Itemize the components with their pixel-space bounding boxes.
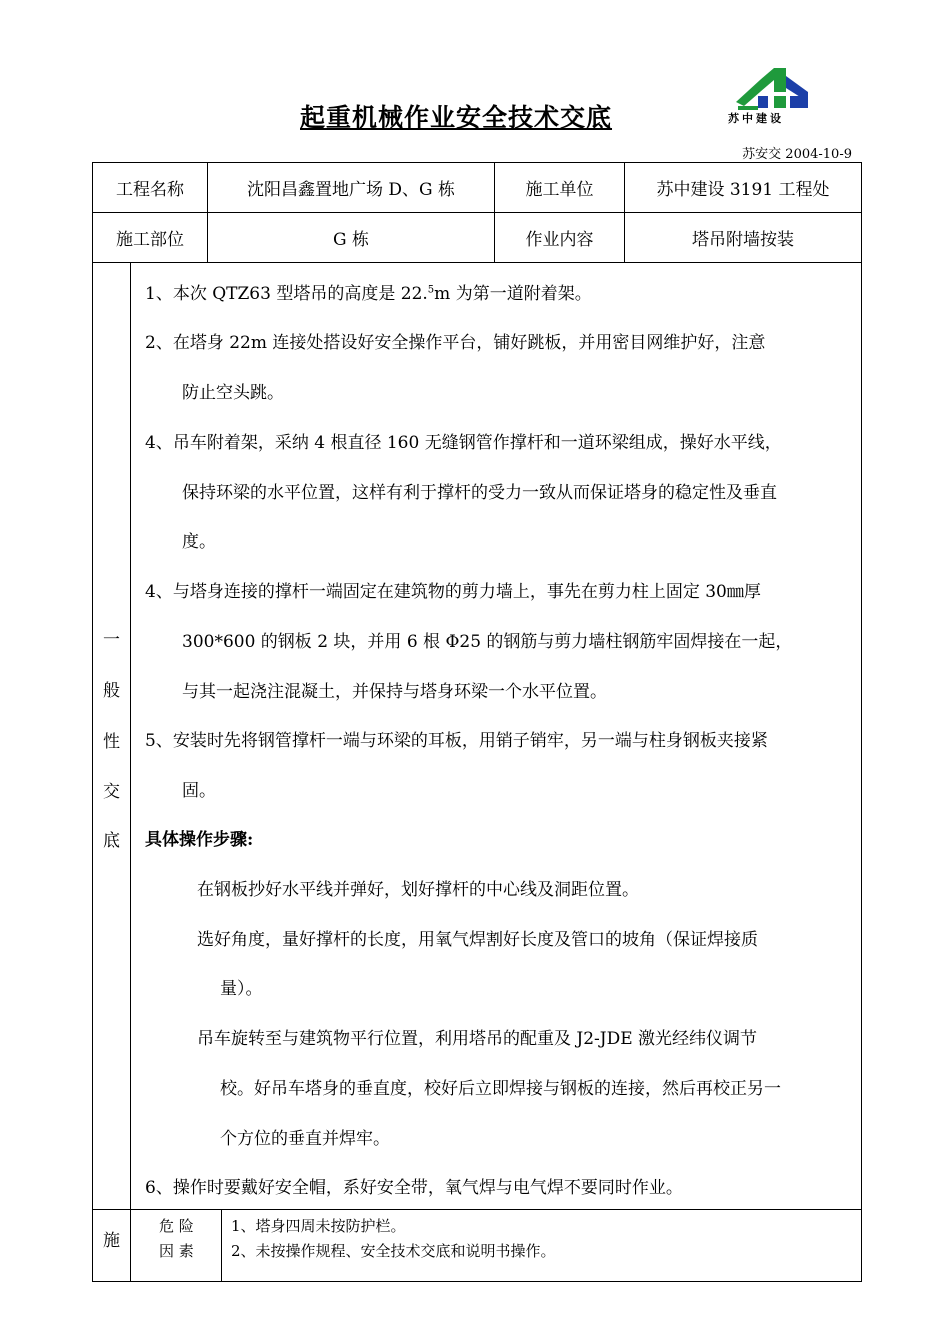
side-label-char: 底 (103, 831, 120, 851)
side-label-char: 交 (103, 782, 120, 802)
item-4a-cont: 度。 (182, 532, 216, 552)
logo-text: 苏中建设 (728, 112, 784, 125)
work-value: 塔吊附墙按装 (625, 213, 862, 263)
item-6: 6、操作时要戴好安全帽，系好安全带，氧气焊与电气焊不要同时作业。 (145, 1178, 683, 1198)
page-title: 起重机械作业安全技术交底 (300, 103, 613, 132)
step-2: 选好角度，量好撑杆的长度，用氧气焊割好长度及管口的坡角（保证焊接质 (197, 930, 758, 950)
item-5: 5、安装时先将钢管撑杆一端与环梁的耳板，用销子销牢，另一端与柱身钢板夹接紧 (145, 731, 768, 751)
work-label: 作业内容 (495, 213, 625, 263)
header-table (92, 162, 862, 263)
side-label-char: 性 (103, 732, 120, 752)
item-4a: 4、吊车附着架，采纳 4 根直径 160 无缝钢管作撑杆和一道环梁组成，操好水平线， (145, 433, 782, 453)
step-1: 在钢板抄好水平线并弹好，划好撑杆的中心线及洞距位置。 (197, 880, 639, 900)
item-1: 1、本次 QTZ63 型塔吊的高度是 22.$^5$m 为第一道附着架。 (145, 284, 592, 304)
item-4b-cont: 与其一起浇注混凝土，并保持与塔身环梁一个水平位置。 (182, 682, 607, 702)
project-name-value: 沈阳昌鑫置地广场 D、G 栋 (208, 163, 495, 213)
risk-factors-section (92, 1209, 862, 1282)
step-3-cont: 个方位的垂直并焊牢。 (220, 1129, 390, 1149)
step-2-cont: 量）。 (220, 979, 263, 999)
contractor-value: 苏中建设 3191 工程处 (625, 163, 862, 213)
footer-side-label: 施 (103, 1231, 120, 1251)
side-label-char: 般 (103, 681, 120, 701)
risk-label-cell (130, 1210, 222, 1281)
side-label-char: 一 (103, 630, 120, 650)
steps-heading: 具体操作步骤: (145, 830, 254, 850)
side-label-column (93, 263, 131, 1209)
item-4b: 4、与塔身连接的撑杆一端固定在建筑物的剪力墙上，事先在剪力柱上固定 30㎜厚 (145, 582, 761, 602)
item-2-cont: 防止空头跳。 (182, 383, 284, 403)
item-5-cont: 固。 (182, 781, 216, 801)
risk-item-1: 1、塔身四周未按防护栏。 (231, 1217, 406, 1235)
item-4a-cont: 保持环梁的水平位置，这样有利于撑杆的受力一致从而保证塔身的稳定性及垂直 (182, 483, 777, 503)
footer-side-cell (93, 1210, 131, 1281)
briefing-body (92, 263, 862, 1210)
risk-label-line-1: 危 险 (159, 1217, 194, 1235)
location-label: 施工部位 (93, 213, 208, 263)
document-number: 苏安交 2004-10-9 (742, 147, 852, 162)
location-value: G 栋 (208, 213, 495, 263)
briefing-content (130, 263, 861, 1209)
contractor-label: 施工单位 (495, 163, 625, 213)
risk-label-line-2: 因 素 (159, 1242, 194, 1260)
item-2: 2、在塔身 22m 连接处搭设好安全操作平台，铺好跳板，并用密目网维护好，注意 (145, 333, 766, 353)
risk-item-2: 2、未按操作规程、安全技术交底和说明书操作。 (231, 1242, 556, 1260)
item-4b-cont: 300*600 的钢板 2 块，并用 6 根 Φ25 的钢筋与剪力墙柱钢筋牢固焊接在一起， (182, 632, 793, 652)
project-name-label: 工程名称 (93, 163, 208, 213)
step-3-cont: 校。好吊车塔身的垂直度，校好后立即焊接与钢板的连接，然后再校正另一 (220, 1079, 781, 1099)
step-3: 吊车旋转至与建筑物平行位置，利用塔吊的配重及 J2-JDE 激光经纬仪调节 (197, 1029, 758, 1049)
